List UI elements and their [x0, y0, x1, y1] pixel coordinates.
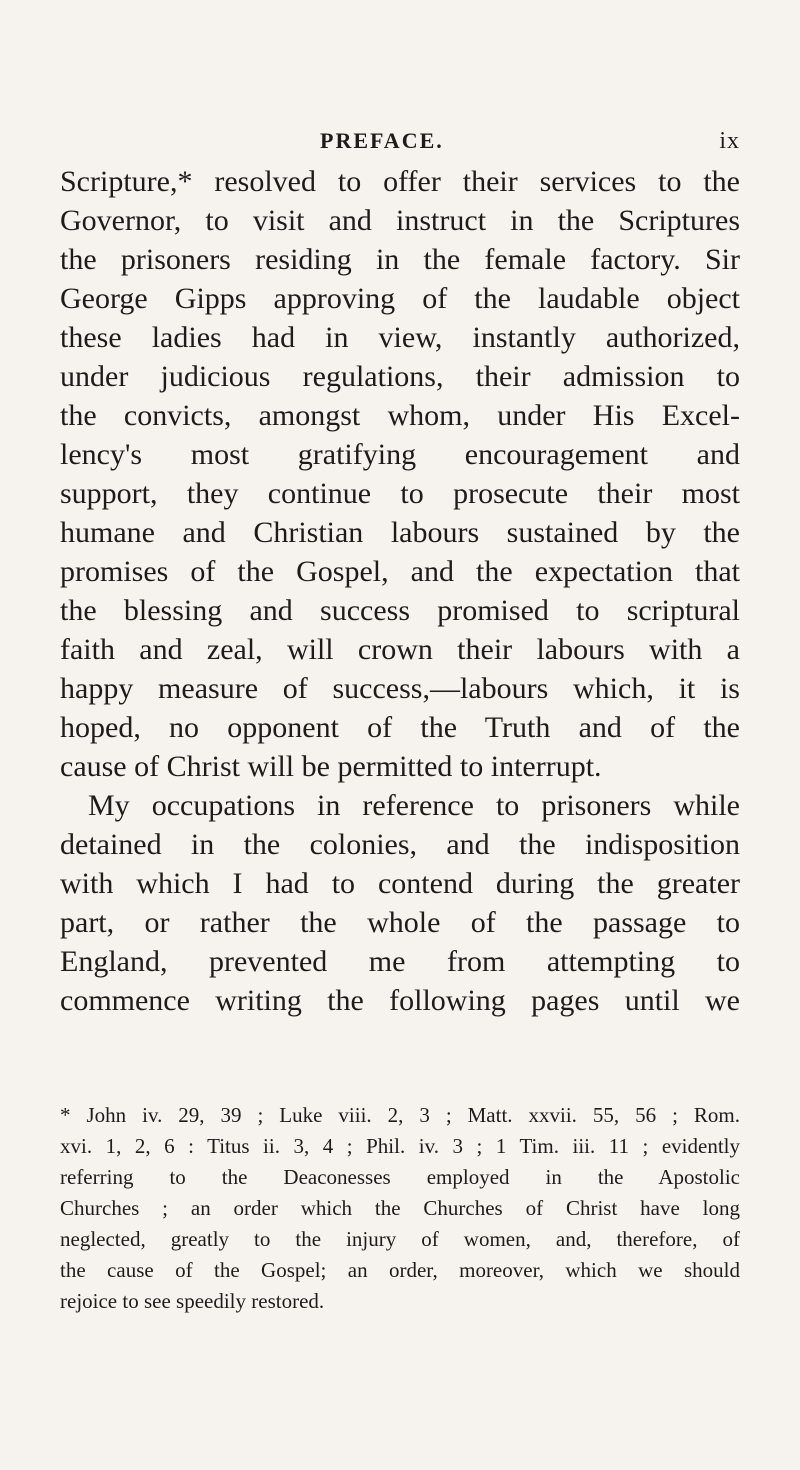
footnote	[60, 1100, 740, 1317]
book-page	[60, 0, 740, 1470]
text-line: detained in the colonies, and the indisposition	[60, 828, 740, 861]
text-line: commence writing the following pages until we	[60, 984, 740, 1017]
text-line: promises of the Gospel, and the expectation that	[60, 555, 740, 588]
running-head	[60, 128, 740, 158]
text-line: cause of Christ will be permitted to interrupt.	[60, 750, 602, 783]
text-line: England, prevented me from attempting to	[60, 945, 740, 978]
text-line: happy measure of success,—labours which, it is	[60, 672, 740, 705]
text-line: with which I had to contend during the greater	[60, 867, 740, 900]
page-number: ix	[719, 128, 740, 154]
text-line: George Gipps approving of the laudable object	[60, 282, 740, 315]
text-line: part, or rather the whole of the passage to	[60, 906, 740, 939]
text-line: the convicts, amongst whom, under His Excel-	[60, 399, 740, 432]
text-line: Governor, to visit and instruct in the Scriptures	[60, 204, 740, 237]
text-line: support, they continue to prosecute their most	[60, 477, 740, 510]
text-line: the blessing and success promised to scriptural	[60, 594, 740, 627]
text-line: My occupations in reference to prisoners while	[88, 789, 740, 822]
footnote-line: neglected, greatly to the injury of women, and, therefore, of	[60, 1227, 740, 1251]
text-line: lency's most gratifying encouragement and	[60, 438, 740, 471]
text-line: under judicious regulations, their admission to	[60, 360, 740, 393]
text-line: Scripture,* resolved to offer their services to the	[60, 165, 740, 198]
text-line: hoped, no opponent of the Truth and of the	[60, 711, 740, 744]
footnote-line: xvi. 1, 2, 6 : Titus ii. 3, 4 ; Phil. iv. 3 ; 1 Tim. iii. 11 ; evidently	[60, 1134, 740, 1158]
text-line: faith and zeal, will crown their labours with a	[60, 633, 740, 666]
footnote-line: the cause of the Gospel; an order, moreover, which we should	[60, 1258, 740, 1282]
footnote-line: * John iv. 29, 39 ; Luke viii. 2, 3 ; Matt. xxvii. 55, 56 ; Rom.	[60, 1103, 740, 1127]
text-line: humane and Christian labours sustained by the	[60, 516, 740, 549]
footnote-line: rejoice to see speedily restored.	[60, 1289, 325, 1313]
footnote-line: Churches ; an order which the Churches of Christ have long	[60, 1196, 740, 1220]
footnote-line: referring to the Deaconesses employed in the Apostolic	[60, 1165, 740, 1189]
running-title: PREFACE.	[320, 128, 444, 153]
text-line: the prisoners residing in the female factory. Sir	[60, 243, 740, 276]
body-text	[60, 162, 740, 1020]
text-line: these ladies had in view, instantly authorized,	[60, 321, 740, 354]
